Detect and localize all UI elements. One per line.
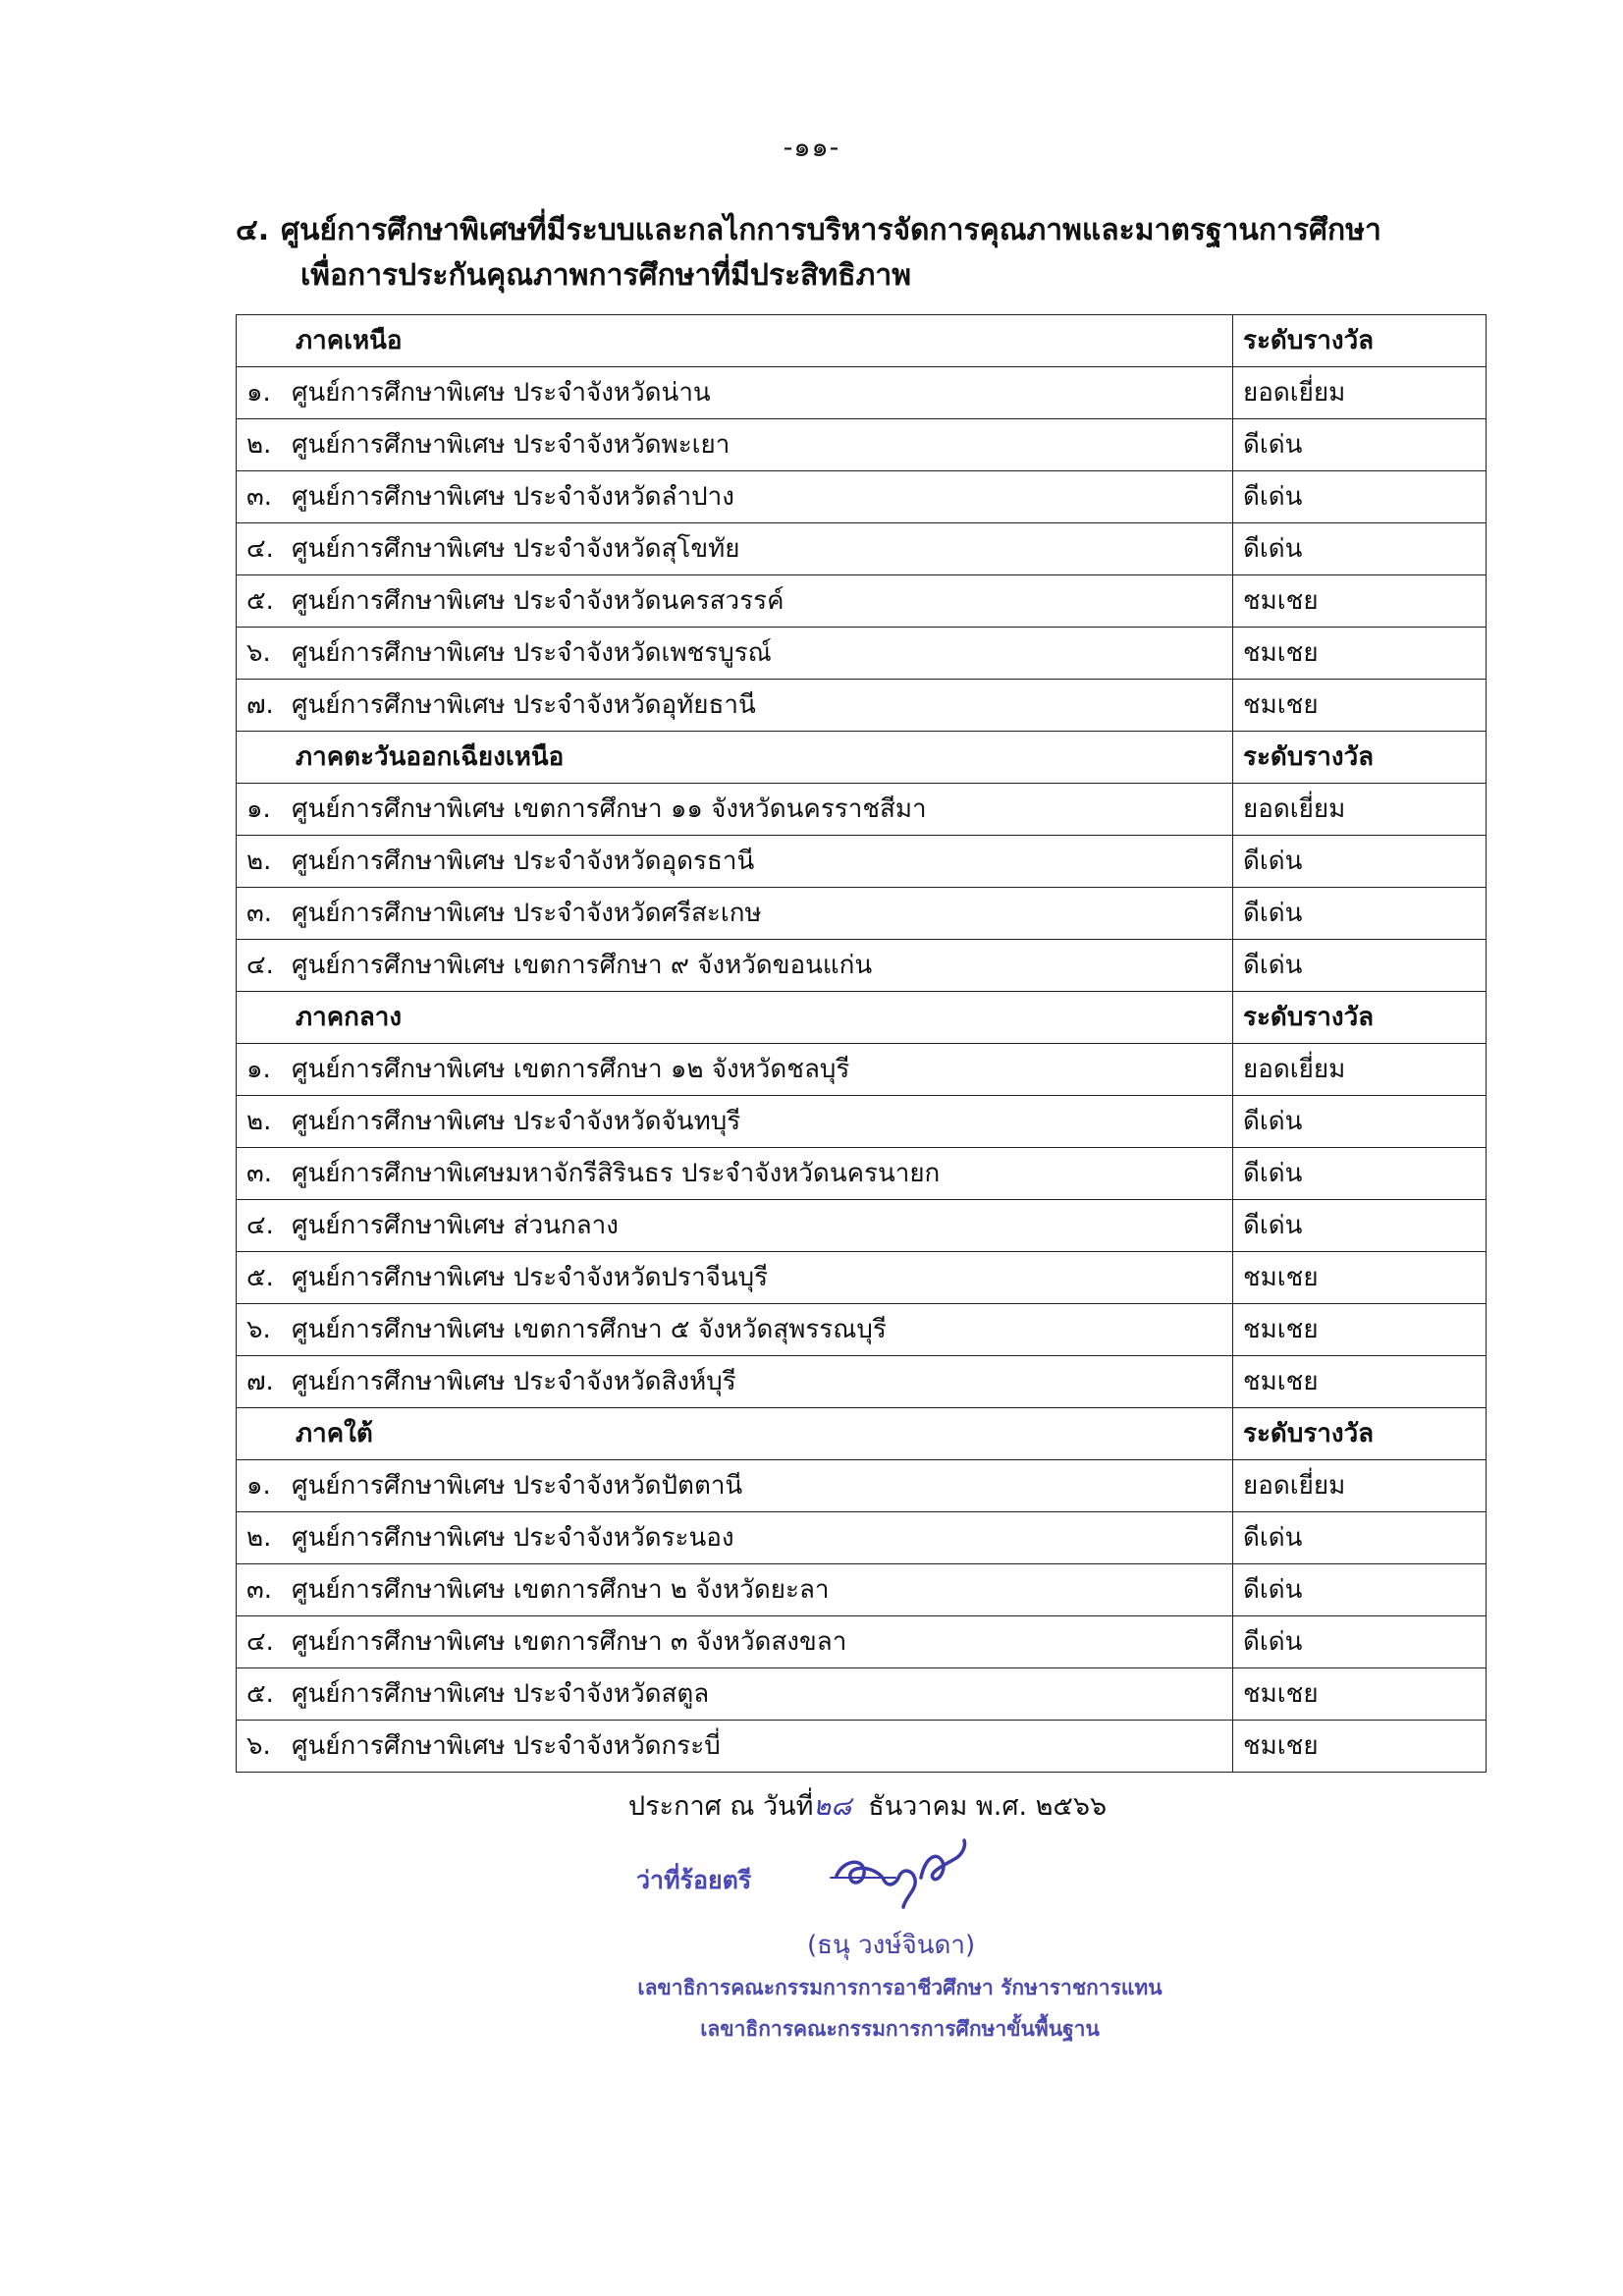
center-name-cell [237, 1564, 1233, 1616]
award-level: ดีเด่น [1233, 1148, 1487, 1200]
row-index: ๔. [246, 1627, 274, 1657]
table-row [237, 1356, 1487, 1408]
table-row [237, 888, 1487, 940]
center-name-cell [237, 1304, 1233, 1356]
award-level: ดีเด่น [1233, 836, 1487, 888]
awards-table [236, 314, 1487, 1773]
row-index: ๒. [246, 1523, 272, 1553]
row-index: ๕. [246, 1263, 274, 1292]
level-header: ระดับรางวัล [1233, 992, 1487, 1044]
row-index: ๓. [246, 1159, 273, 1188]
center-name-cell [237, 1356, 1233, 1408]
award-level: ดีเด่น [1233, 1616, 1487, 1668]
award-level: ชมเชย [1233, 680, 1487, 732]
center-name: ศูนย์การศึกษาพิเศษ เขตการศึกษา ๑๒ จังหวัดชลบุรี [292, 1055, 850, 1084]
center-name: ศูนย์การศึกษาพิเศษมหาจักรีสิรินธร ประจำจังหวัดนครนายก [292, 1159, 941, 1188]
award-level: ชมเชย [1233, 1668, 1487, 1721]
region-name: ภาคกลาง [296, 1003, 403, 1032]
row-index: ๓. [246, 1575, 273, 1605]
table-row [237, 1200, 1487, 1252]
row-index: ๖. [246, 1315, 271, 1344]
row-index: ๒. [246, 1107, 272, 1136]
award-level: ดีเด่น [1233, 1200, 1487, 1252]
award-level: ดีเด่น [1233, 419, 1487, 471]
center-name-cell [237, 1616, 1233, 1668]
center-name-cell [237, 1148, 1233, 1200]
center-name: ศูนย์การศึกษาพิเศษ ประจำจังหวัดศรีสะเกษ [292, 899, 762, 928]
award-level: ยอดเยี่ยม [1233, 367, 1487, 419]
award-level: ดีเด่น [1233, 1564, 1487, 1616]
table-row [237, 1252, 1487, 1304]
region-name-cell [237, 732, 1233, 784]
table-row [237, 1096, 1487, 1148]
heading-number: ๔. [236, 213, 270, 247]
center-name: ศูนย์การศึกษาพิเศษ ประจำจังหวัดกระบี่ [292, 1731, 721, 1761]
award-level: ยอดเยี่ยม [1233, 1044, 1487, 1096]
row-index: ๔. [246, 1211, 274, 1240]
table-row [237, 471, 1487, 523]
center-name: ศูนย์การศึกษาพิเศษ ประจำจังหวัดน่าน [292, 378, 711, 408]
center-name: ศูนย์การศึกษาพิเศษ เขตการศึกษา ๑๑ จังหวัดนครราชสีมา [292, 794, 927, 824]
page-number: -๑๑- [783, 133, 840, 163]
row-index: ๓. [246, 899, 273, 928]
center-name-cell [237, 1460, 1233, 1512]
award-level: ชมเชย [1233, 1304, 1487, 1356]
table-row [237, 784, 1487, 836]
center-name-cell [237, 680, 1233, 732]
heading-line-1 [236, 208, 1453, 253]
signatory-title-2: เลขาธิการคณะกรรมการการศึกษาขั้นพื้นฐาน [700, 2017, 1100, 2041]
center-name: ศูนย์การศึกษาพิเศษ ประจำจังหวัดจันทบุรี [292, 1107, 741, 1136]
region-header-row [237, 315, 1487, 367]
region-header-row [237, 1408, 1487, 1460]
center-name: ศูนย์การศึกษาพิเศษ ประจำจังหวัดนครสวรรค์ [292, 586, 784, 616]
table-row [237, 940, 1487, 992]
table-row [237, 680, 1487, 732]
row-index: ๒. [246, 847, 272, 876]
award-level: ชมเชย [1233, 1252, 1487, 1304]
signatory-name: (ธนุ วงษ์จินดา) [807, 1931, 976, 1960]
level-header: ระดับรางวัล [1233, 315, 1487, 367]
center-name: ศูนย์การศึกษาพิเศษ ประจำจังหวัดปัตตานี [292, 1471, 743, 1501]
award-level: ชมเชย [1233, 575, 1487, 628]
region-header-row [237, 732, 1487, 784]
region-name: ภาคใต้ [296, 1419, 373, 1449]
center-name: ศูนย์การศึกษาพิเศษ ประจำจังหวัดเพชรบูรณ์ [292, 638, 772, 668]
center-name-cell [237, 1044, 1233, 1096]
region-name-cell [237, 992, 1233, 1044]
center-name-cell [237, 523, 1233, 575]
table-row [237, 575, 1487, 628]
row-index: ๑. [246, 794, 271, 824]
table-row [237, 1512, 1487, 1564]
award-level: ชมเชย [1233, 1721, 1487, 1773]
award-level: ดีเด่น [1233, 523, 1487, 575]
region-name-cell [237, 315, 1233, 367]
award-level: ดีเด่น [1233, 888, 1487, 940]
center-name-cell [237, 1252, 1233, 1304]
level-header: ระดับรางวัล [1233, 1408, 1487, 1460]
award-level: ชมเชย [1233, 1356, 1487, 1408]
table-row [237, 1460, 1487, 1512]
region-name: ภาคตะวันออกเฉียงเหนือ [296, 742, 565, 772]
center-name: ศูนย์การศึกษาพิเศษ ประจำจังหวัดสตูล [292, 1679, 710, 1709]
row-index: ๓. [246, 482, 273, 512]
section-heading [236, 208, 1453, 299]
table-row [237, 419, 1487, 471]
award-level: ดีเด่น [1233, 471, 1487, 523]
table-row [237, 1668, 1487, 1721]
center-name-cell [237, 784, 1233, 836]
level-header: ระดับรางวัล [1233, 732, 1487, 784]
center-name: ศูนย์การศึกษาพิเศษ เขตการศึกษา ๓ จังหวัดสงขลา [292, 1627, 847, 1657]
award-level: ยอดเยี่ยม [1233, 784, 1487, 836]
award-level: ดีเด่น [1233, 1096, 1487, 1148]
announcement-line [628, 1784, 1107, 1827]
award-level: ชมเชย [1233, 628, 1487, 680]
table-row [237, 836, 1487, 888]
center-name: ศูนย์การศึกษาพิเศษ เขตการศึกษา ๙ จังหวัดขอนแก่น [292, 951, 873, 980]
center-name-cell [237, 471, 1233, 523]
center-name-cell [237, 1668, 1233, 1721]
center-name: ศูนย์การศึกษาพิเศษ ส่วนกลาง [292, 1211, 619, 1240]
center-name-cell [237, 419, 1233, 471]
center-name-cell [237, 1721, 1233, 1773]
center-name: ศูนย์การศึกษาพิเศษ ประจำจังหวัดสิงห์บุรี [292, 1367, 736, 1396]
center-name: ศูนย์การศึกษาพิเศษ ประจำจังหวัดปราจีนบุรี [292, 1263, 769, 1292]
announcement-day: ๒๘ [813, 1791, 852, 1822]
row-index: ๗. [246, 1367, 274, 1396]
award-level: ดีเด่น [1233, 940, 1487, 992]
row-index: ๑. [246, 378, 271, 408]
table-row [237, 1304, 1487, 1356]
heading-text-2: เพื่อการประกันคุณภาพการศึกษาที่มีประสิทธิภาพ [300, 258, 911, 293]
center-name: ศูนย์การศึกษาพิเศษ เขตการศึกษา ๒ จังหวัดยะลา [292, 1575, 830, 1605]
center-name-cell [237, 940, 1233, 992]
table-row [237, 1721, 1487, 1773]
row-index: ๖. [246, 638, 271, 668]
award-level: ยอดเยี่ยม [1233, 1460, 1487, 1512]
center-name-cell [237, 888, 1233, 940]
table-row [237, 367, 1487, 419]
row-index: ๖. [246, 1731, 271, 1761]
center-name-cell [237, 1096, 1233, 1148]
center-name-cell [237, 1200, 1233, 1252]
center-name: ศูนย์การศึกษาพิเศษ ประจำจังหวัดอุดรธานี [292, 847, 755, 876]
handwritten-signature [827, 1829, 974, 1917]
region-name: ภาคเหนือ [296, 326, 403, 355]
signatory-title-1: เลขาธิการคณะกรรมการการอาชีวศึกษา รักษาราชการแทน [637, 1976, 1163, 1999]
table-row [237, 1148, 1487, 1200]
heading-line-2 [236, 253, 1453, 299]
center-name: ศูนย์การศึกษาพิเศษ ประจำจังหวัดระนอง [292, 1523, 734, 1553]
center-name-cell [237, 628, 1233, 680]
center-name-cell [237, 367, 1233, 419]
table-row [237, 628, 1487, 680]
table-row [237, 1616, 1487, 1668]
award-level: ดีเด่น [1233, 1512, 1487, 1564]
region-header-row [237, 992, 1487, 1044]
row-index: ๔. [246, 534, 274, 564]
signatory-rank: ว่าที่ร้อยตรี [636, 1866, 752, 1894]
announcement-suffix: ธันวาคม พ.ศ. ๒๕๖๖ [868, 1791, 1108, 1822]
row-index: ๒. [246, 430, 272, 460]
table-row [237, 523, 1487, 575]
table-row [237, 1564, 1487, 1616]
center-name: ศูนย์การศึกษาพิเศษ ประจำจังหวัดสุโขทัย [292, 534, 740, 564]
table-row [237, 1044, 1487, 1096]
announcement-prefix: ประกาศ ณ วันที่ [628, 1791, 814, 1822]
center-name: ศูนย์การศึกษาพิเศษ ประจำจังหวัดพะเยา [292, 430, 730, 460]
center-name-cell [237, 836, 1233, 888]
region-name-cell [237, 1408, 1233, 1460]
center-name: ศูนย์การศึกษาพิเศษ ประจำจังหวัดลำปาง [292, 482, 734, 512]
row-index: ๑. [246, 1471, 271, 1501]
center-name: ศูนย์การศึกษาพิเศษ เขตการศึกษา ๕ จังหวัดสุพรรณบุรี [292, 1315, 887, 1344]
center-name-cell [237, 1512, 1233, 1564]
row-index: ๕. [246, 586, 274, 616]
heading-text-1: ศูนย์การศึกษาพิเศษที่มีระบบและกลไกการบริหารจัดการคุณภาพและมาตรฐานการศึกษา [281, 213, 1381, 247]
row-index: ๔. [246, 951, 274, 980]
row-index: ๕. [246, 1679, 274, 1709]
row-index: ๑. [246, 1055, 271, 1084]
center-name-cell [237, 575, 1233, 628]
center-name: ศูนย์การศึกษาพิเศษ ประจำจังหวัดอุทัยธานี [292, 690, 756, 720]
row-index: ๗. [246, 690, 274, 720]
